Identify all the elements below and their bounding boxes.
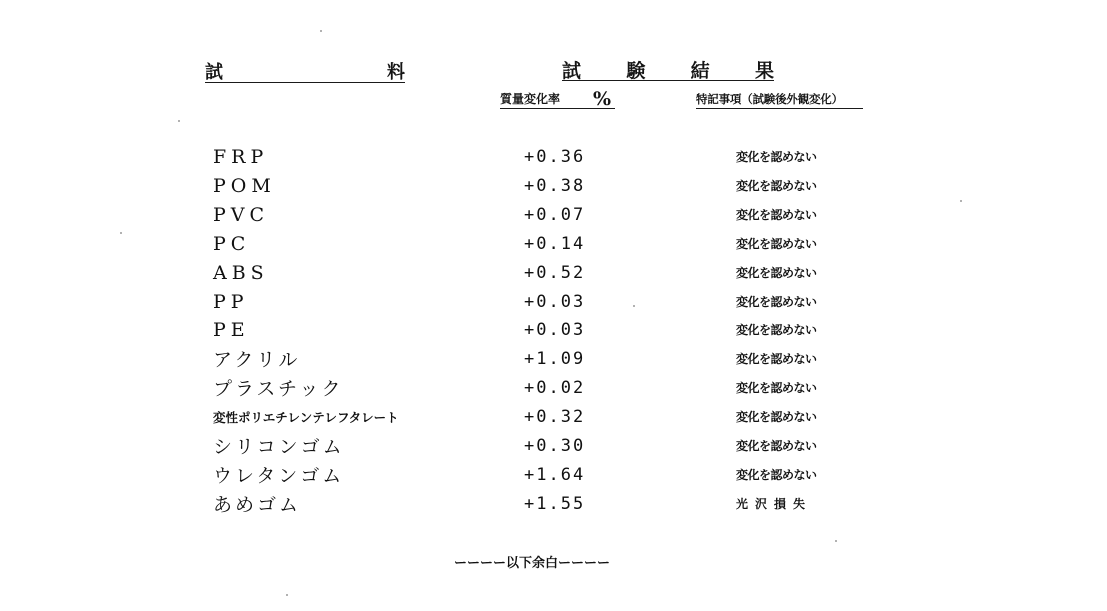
appearance-note: 変化を認めない (736, 323, 817, 337)
table-row (0, 229, 1107, 258)
mass-change-unit: % (592, 87, 611, 110)
material-column-header (205, 60, 405, 83)
table-row (0, 402, 1107, 431)
results-header-char-3: 結 (690, 59, 710, 82)
table-row (0, 200, 1107, 229)
material-name: FRP (213, 145, 269, 168)
scan-speck (120, 232, 122, 234)
mass-change-value: +1.55 (524, 493, 586, 514)
appearance-note: 変化を認めない (736, 150, 817, 164)
results-header-char-2: 験 (626, 59, 646, 82)
appearance-note: 変化を認めない (736, 468, 817, 482)
appearance-note: 変化を認めない (736, 439, 817, 453)
material-name: ウレタンゴム (213, 465, 345, 487)
scan-speck (633, 305, 635, 307)
scan-speck (286, 594, 288, 596)
table-row (0, 171, 1107, 200)
table-row (0, 315, 1107, 344)
appearance-note: 変化を認めない (736, 179, 817, 193)
mass-change-value: +1.64 (524, 464, 586, 485)
mass-change-value: +0.52 (524, 262, 586, 283)
table-row (0, 142, 1107, 171)
material-name: あめゴム (213, 494, 302, 516)
appearance-note: 変化を認めない (736, 352, 817, 366)
mass-change-value: +0.36 (524, 146, 586, 167)
test-results-header (562, 58, 774, 81)
material-name: アクリル (213, 349, 301, 371)
table-row (0, 258, 1107, 287)
table-row (0, 373, 1107, 402)
material-name: シリコンゴム (213, 436, 345, 458)
appearance-note: 変化を認めない (736, 208, 817, 222)
appearance-note: 変化を認めない (736, 410, 817, 424)
mass-change-value: +0.32 (524, 406, 586, 427)
material-name: PE (213, 318, 250, 341)
material-header-char-1: 試 (205, 62, 223, 83)
material-name: PC (213, 232, 251, 255)
material-header-char-2: 料 (387, 62, 405, 83)
mass-change-value: +0.02 (524, 377, 586, 398)
table-row (0, 287, 1107, 316)
table-row (0, 489, 1107, 518)
appearance-note: 光沢損失 (736, 497, 813, 511)
material-name: プラスチック (213, 378, 344, 400)
table-row (0, 431, 1107, 460)
mass-change-value: +0.07 (524, 204, 586, 225)
results-header-char-4: 果 (754, 59, 774, 82)
material-name: PVC (213, 203, 270, 226)
notes-header (696, 89, 863, 109)
material-name: PP (213, 290, 249, 313)
scan-speck (960, 200, 962, 202)
mass-change-value: +0.14 (524, 233, 586, 254)
mass-change-value: +0.30 (524, 435, 586, 456)
scan-speck (178, 120, 180, 122)
appearance-note: 変化を認めない (736, 266, 817, 280)
results-header-char-1: 試 (562, 59, 582, 82)
scan-speck (835, 540, 837, 542)
material-name: POM (213, 174, 276, 197)
mass-change-value: +0.38 (524, 175, 586, 196)
mass-change-value: +0.03 (524, 291, 586, 312)
mass-change-value: +0.03 (524, 319, 586, 340)
table-row (0, 460, 1107, 489)
material-name: ABS (213, 261, 269, 284)
mass-change-header (500, 89, 615, 109)
table-row (0, 344, 1107, 373)
scan-speck (320, 30, 322, 32)
appearance-note: 変化を認めない (736, 295, 817, 309)
appearance-note: 変化を認めない (736, 237, 817, 251)
mass-change-value: +1.09 (524, 348, 586, 369)
mass-change-label: 質量変化率 (500, 92, 561, 106)
notes-label: 特記事項（試験後外観変化） (696, 91, 843, 106)
material-name: 変性ポリエチレンテレフタレート (213, 409, 399, 425)
appearance-note: 変化を認めない (736, 381, 817, 395)
end-of-page-note: ーーーー以下余白ーーーー (453, 556, 610, 571)
